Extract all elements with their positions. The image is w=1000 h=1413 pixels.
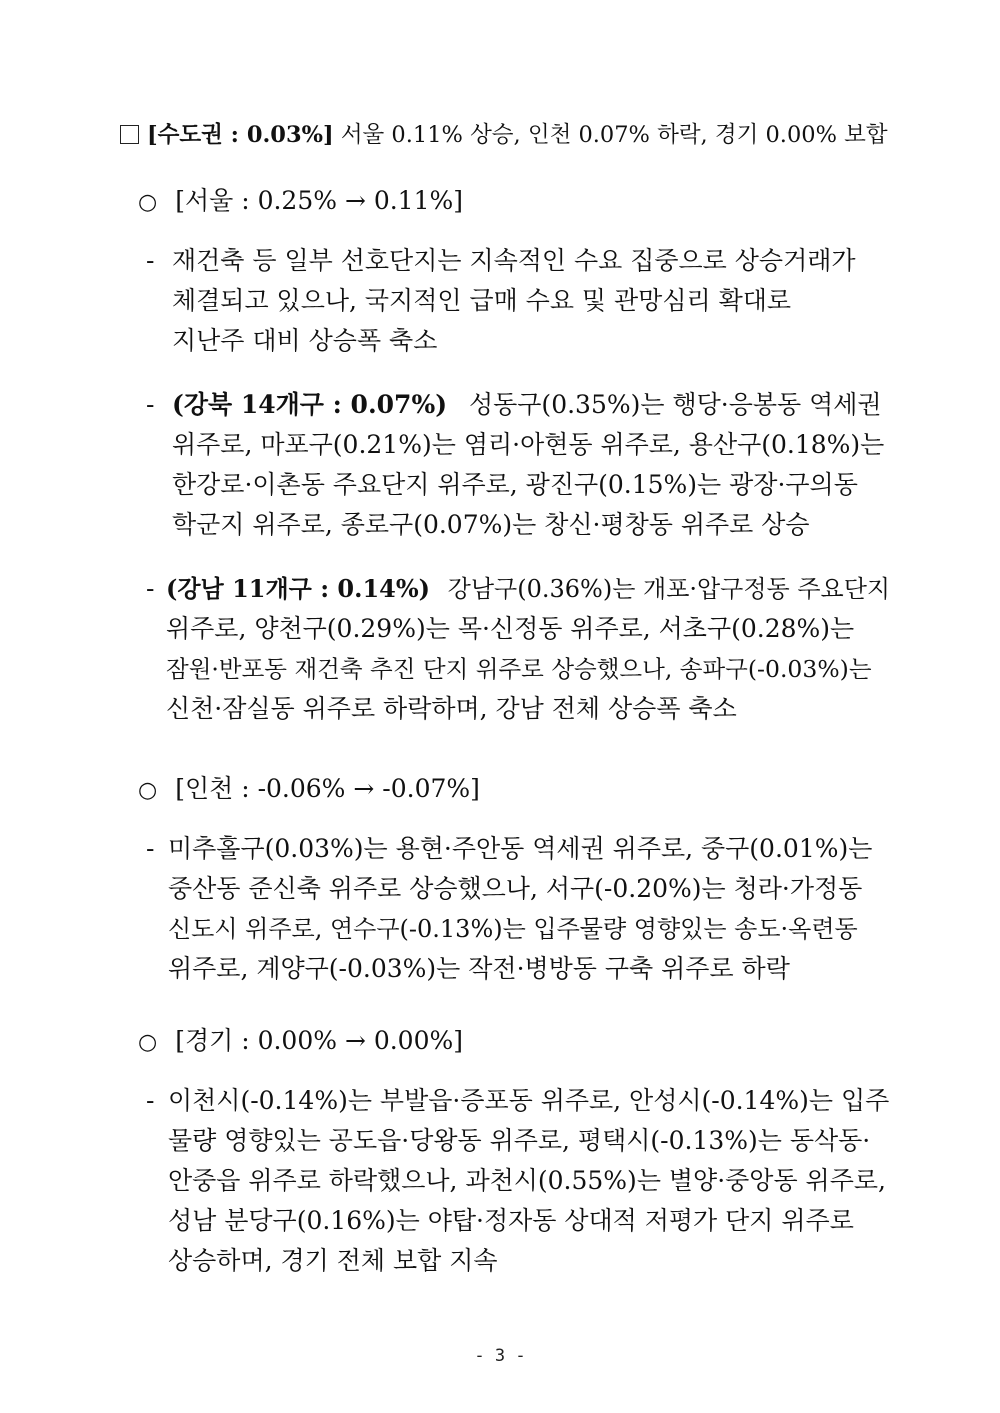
line-text: 체결되고 있으나, 국지적인 급매 수요 및 관망심리 확대로: [172, 286, 792, 315]
line-text: 상승하며, 경기 전체 보합 지속: [168, 1246, 498, 1275]
line-text: 중산동 준신축 위주로 상승했으나, 서구(-0.20%)는 청라·가정동: [168, 874, 863, 903]
paragraph-line: [168, 952, 790, 986]
line-text: 위주로, 양천구(0.29%)는 목·신정동 위주로, 서초구(0.28%)는: [166, 614, 855, 643]
square-outline-icon: [120, 125, 139, 144]
line-text: 성남 분당구(0.16%)는 야탑·정자동 상대적 저평가 단지 위주로: [168, 1206, 854, 1235]
gangnam-label: (강남 11개구 : 0.14%): [166, 574, 431, 603]
line-text: 성동구(0.35%)는 행당·응봉동 역세권: [468, 390, 882, 419]
line-text: 재건축 등 일부 선호단지는 지속적인 수요 집중으로 상승거래가: [172, 246, 856, 275]
region-summary-text: 서울 0.11% 상승, 인천 0.07% 하락, 경기 0.00% 보합: [340, 122, 888, 148]
line-text: 위주로, 마포구(0.21%)는 염리·아현동 위주로, 용산구(0.18%)는: [172, 430, 885, 459]
line-text: 학군지 위주로, 종로구(0.07%)는 창신·평창동 위주로 상승: [172, 510, 810, 539]
line-text: 지난주 대비 상승폭 축소: [172, 326, 438, 355]
circle-outline-icon: ○: [138, 190, 158, 215]
dash-marker: -: [146, 390, 155, 419]
paragraph-line: [168, 832, 872, 866]
line-text: 신도시 위주로, 연수구(-0.13%)는 입주물량 영향있는 송도·옥련동: [168, 915, 858, 943]
incheon-heading: [138, 772, 480, 808]
paragraph-line: [166, 612, 854, 646]
region-summary-line: [120, 118, 888, 152]
page-number: - 3 -: [474, 1346, 526, 1366]
paragraph-line: [172, 428, 884, 462]
region-summary-label: [수도권 : 0.03%]: [147, 122, 334, 148]
line-text: 잠원·반포동 재건축 추진 단지 위주로 상승했으나, 송파구(-0.03%)는: [166, 655, 872, 683]
dash-marker: -: [146, 246, 155, 275]
paragraph-line: [168, 912, 858, 946]
paragraph-line: [166, 692, 737, 726]
gangbuk-label: (강북 14개구 : 0.07%): [172, 390, 448, 419]
dash-marker: -: [146, 1086, 155, 1115]
line-text: 위주로, 계양구(-0.03%)는 작전·병방동 구축 위주로 하락: [168, 954, 790, 983]
paragraph-line: [172, 388, 884, 422]
line-text: 이천시(-0.14%)는 부발읍·증포동 위주로, 안성시(-0.14%)는 입주: [168, 1086, 890, 1115]
line-text: 물량 영향있는 공도읍·당왕동 위주로, 평택시(-0.13%)는 동삭동·: [168, 1126, 871, 1155]
paragraph-line: [172, 244, 884, 278]
paragraph-line: [172, 468, 858, 502]
gyeonggi-heading: [138, 1024, 463, 1060]
line-text: 강남구(0.36%)는 개포·압구정동 주요단지: [447, 575, 891, 603]
paragraph-line: [168, 1204, 854, 1238]
line-text: 신천·잠실동 위주로 하락하며, 강남 전체 상승폭 축소: [166, 694, 737, 723]
line-text: 안중읍 위주로 하락했으나, 과천시(0.55%)는 별양·중앙동 위주로,: [168, 1166, 886, 1195]
line-text: 미추홀구(0.03%)는 용현·주안동 역세권 위주로, 중구(0.01%)는: [168, 834, 873, 863]
paragraph-line: [172, 284, 884, 318]
paragraph-line: [172, 324, 437, 358]
gyeonggi-heading-text: [경기 : 0.00% → 0.00%]: [175, 1026, 464, 1055]
paragraph-line: [168, 872, 862, 906]
dash-marker: -: [146, 834, 155, 863]
paragraph-line: [166, 652, 872, 686]
paragraph-line: [166, 572, 890, 606]
dash-marker: -: [146, 574, 155, 603]
line-text: 한강로·이촌동 주요단지 위주로, 광진구(0.15%)는 광장·구의동: [172, 470, 858, 499]
circle-outline-icon: ○: [138, 778, 158, 803]
incheon-heading-text: [인천 : -0.06% → -0.07%]: [175, 774, 480, 803]
paragraph-line: [168, 1244, 498, 1278]
paragraph-line: [168, 1164, 886, 1198]
paragraph-line: [168, 1124, 870, 1158]
circle-outline-icon: ○: [138, 1030, 158, 1055]
seoul-heading: [138, 184, 463, 220]
seoul-heading-text: [서울 : 0.25% → 0.11%]: [175, 186, 464, 215]
paragraph-line: [172, 508, 810, 542]
paragraph-line: [168, 1084, 889, 1118]
